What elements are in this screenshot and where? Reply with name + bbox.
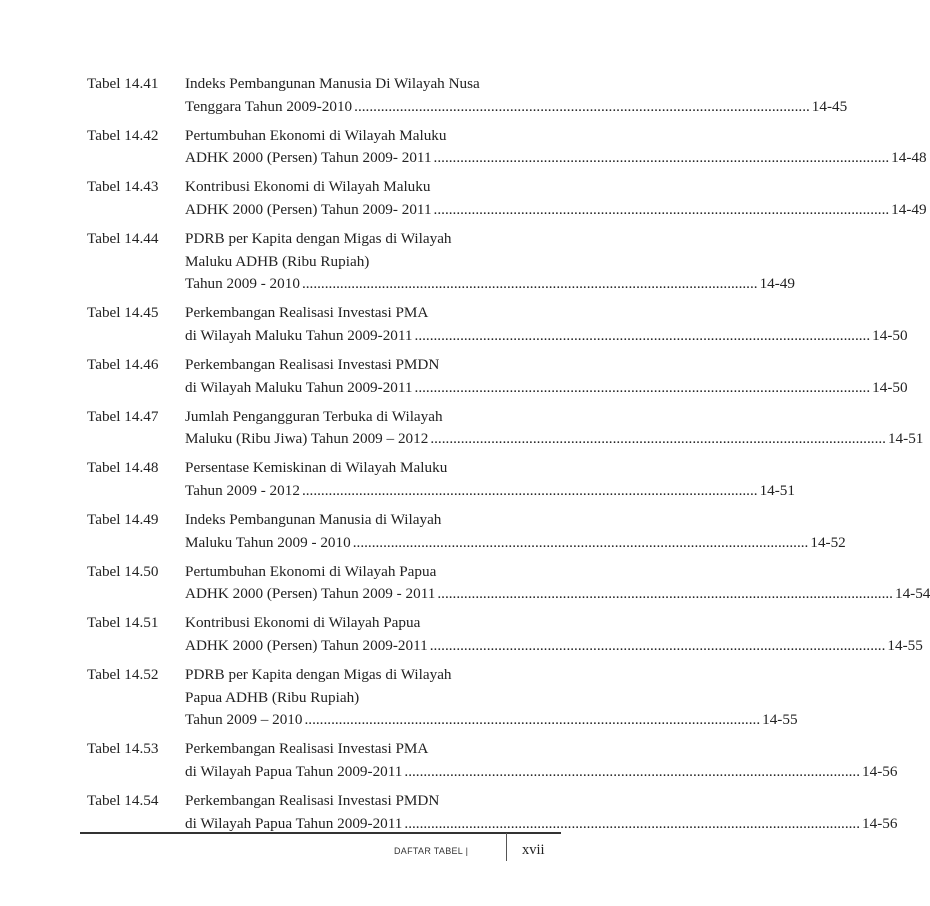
- toc-entry-page-number: 14-51: [887, 430, 924, 448]
- footer-section-label: DAFTAR TABEL |: [394, 846, 469, 856]
- toc-entry-label: Tabel 14.50: [87, 562, 159, 580]
- toc-entry-title: [185, 125, 927, 170]
- toc-entry[interactable]: [87, 457, 795, 502]
- dot-leader: ........................................................................................................................: [414, 378, 871, 396]
- toc-entry-page-number: 14-51: [759, 482, 795, 499]
- toc-entry-last-line: [185, 583, 930, 606]
- toc-entry-title: [185, 509, 846, 554]
- toc-entry-title-line: ADHK 2000 (Persen) Tahun 2009-2011: [185, 637, 428, 655]
- toc-entry-label: Tabel 14.46: [87, 356, 159, 374]
- toc-entry-title-line: PDRB per Kapita dengan Migas di Wilayah: [185, 230, 452, 248]
- toc-entry-page-number: 14-50: [872, 378, 908, 396]
- toc-entry-title: [185, 457, 795, 502]
- toc-entry-title-line: di Wilayah Maluku Tahun 2009-2011: [185, 378, 413, 396]
- dot-leader: ........................................................................................................................: [301, 275, 758, 293]
- toc-entry-page-number: 14-56: [862, 814, 898, 832]
- toc-entry[interactable]: [87, 73, 848, 118]
- toc-entry-title-line: Kontribusi Ekonomi di Wilayah Maluku: [185, 178, 431, 196]
- toc-entry-title-line: Tahun 2009 - 2012: [185, 482, 300, 499]
- dot-leader: ........................................................................................................................: [433, 149, 890, 167]
- toc-entry-title-line: PDRB per Kapita dengan Migas di Wilayah: [185, 666, 452, 684]
- toc-entry-last-line: [185, 377, 908, 400]
- dot-leader: ........................................................................................................................: [429, 637, 886, 655]
- toc-entry-title-line: Kontribusi Ekonomi di Wilayah Papua: [185, 614, 421, 632]
- toc-entry-last-line: [185, 199, 927, 222]
- toc-entry-last-line: [185, 761, 898, 784]
- toc-entry-last-line: [185, 147, 927, 170]
- toc-entry-title-line: di Wilayah Papua Tahun 2009-2011: [185, 763, 403, 781]
- toc-entry-title-line: ADHK 2000 (Persen) Tahun 2009- 2011: [185, 200, 432, 218]
- dot-leader: ........................................................................................................................: [354, 97, 810, 115]
- toc-entry-page-number: 14-50: [872, 326, 908, 344]
- toc-entry-label: Tabel 14.53: [87, 740, 159, 758]
- toc-entry-title: [185, 612, 923, 657]
- toc-entry[interactable]: [87, 228, 795, 296]
- dot-leader: ........................................................................................................................: [301, 482, 758, 499]
- toc-entry-last-line: [185, 96, 848, 119]
- toc-entry-page-number: 14-56: [862, 763, 898, 781]
- footer-separator: [506, 833, 507, 861]
- toc-entry-title-line: Maluku Tahun 2009 - 2010: [185, 533, 351, 551]
- toc-entry-last-line: [185, 273, 795, 296]
- toc-entry-title: [185, 664, 798, 732]
- dot-leader: ........................................................................................................................: [437, 585, 893, 603]
- toc-entry[interactable]: [87, 176, 927, 221]
- toc-entry-title-line: ADHK 2000 (Persen) Tahun 2009 - 2011: [185, 585, 436, 603]
- toc-entry-page-number: 14-48: [891, 149, 927, 167]
- dot-leader: ........................................................................................................................: [430, 430, 886, 448]
- dot-leader: ........................................................................................................................: [304, 711, 761, 729]
- toc-entry-label: Tabel 14.49: [87, 511, 159, 529]
- footer-rule: [80, 832, 561, 834]
- toc-entry-last-line: [185, 532, 846, 555]
- toc-entry-page-number: 14-55: [762, 711, 798, 729]
- toc-entry-last-line: [185, 635, 923, 658]
- toc-entry-title-line: di Wilayah Maluku Tahun 2009-2011: [185, 326, 413, 344]
- toc-entry-page-number: 14-54: [894, 585, 930, 603]
- toc-entry-title: [185, 228, 795, 296]
- toc-entry-page-number: 14-45: [811, 97, 848, 115]
- toc-entry[interactable]: [87, 302, 908, 347]
- toc-entry-title: [185, 176, 927, 221]
- toc-entry-title-line: Pertumbuhan Ekonomi di Wilayah Maluku: [185, 126, 447, 144]
- toc-entry-label: Tabel 14.51: [87, 614, 159, 632]
- toc-entry-title-line: Tahun 2009 - 2010: [185, 275, 300, 293]
- toc-entry-page-number: 14-52: [810, 533, 846, 551]
- toc-entry-title-line: Indeks Pembangunan Manusia di Wilayah: [185, 511, 442, 529]
- toc-entry-label: Tabel 14.42: [87, 126, 159, 144]
- toc-entry-page-number: 14-55: [887, 637, 923, 655]
- dot-leader: ........................................................................................................................: [404, 763, 861, 781]
- dot-leader: ........................................................................................................................: [352, 533, 809, 551]
- toc-entry-title: [185, 73, 848, 118]
- toc-entry-last-line: [185, 709, 798, 732]
- toc-entry-title-line: Tenggara Tahun 2009-2010: [185, 97, 353, 115]
- toc-entry-title-line: di Wilayah Papua Tahun 2009-2011: [185, 814, 403, 832]
- toc-entry-title-line: Persentase Kemiskinan di Wilayah Maluku: [185, 459, 448, 477]
- dot-leader: ........................................................................................................................: [433, 200, 890, 218]
- toc-entry[interactable]: [87, 738, 898, 783]
- toc-entry[interactable]: [87, 664, 798, 732]
- toc-entry-title-line: Tahun 2009 – 2010: [185, 711, 303, 729]
- toc-entry-label: Tabel 14.41: [87, 75, 159, 92]
- toc-entry-title-line: Papua ADHB (Ribu Rupiah): [185, 688, 360, 706]
- toc-entry[interactable]: [87, 406, 924, 451]
- toc-entry-title: [185, 354, 908, 399]
- table-of-contents-list: [87, 73, 930, 842]
- toc-entry-title-line: Maluku ADHB (Ribu Rupiah): [185, 252, 370, 270]
- toc-entry-label: Tabel 14.47: [87, 407, 159, 425]
- toc-entry[interactable]: [87, 561, 930, 606]
- toc-entry[interactable]: [87, 354, 908, 399]
- toc-entry-title-line: Perkembangan Realisasi Investasi PMDN: [185, 792, 440, 810]
- toc-entry-title: [185, 302, 908, 347]
- toc-entry-page-number: 14-49: [891, 200, 927, 218]
- toc-entry-title: [185, 738, 898, 783]
- toc-entry-label: Tabel 14.54: [87, 792, 159, 810]
- toc-entry[interactable]: [87, 612, 923, 657]
- toc-entry-title-line: Perkembangan Realisasi Investasi PMA: [185, 740, 429, 758]
- toc-entry-label: Tabel 14.44: [87, 230, 159, 248]
- toc-entry-title: [185, 406, 924, 451]
- toc-entry-title-line: Perkembangan Realisasi Investasi PMDN: [185, 356, 440, 374]
- toc-entry-title-line: Maluku (Ribu Jiwa) Tahun 2009 – 2012: [185, 430, 429, 448]
- toc-entry-last-line: [185, 325, 908, 348]
- toc-entry-last-line: [185, 428, 924, 451]
- toc-entry-title-line: Jumlah Pengangguran Terbuka di Wilayah: [185, 407, 443, 425]
- toc-entry-title-line: ADHK 2000 (Persen) Tahun 2009- 2011: [185, 149, 432, 167]
- toc-entry-title-line: Indeks Pembangunan Manusia Di Wilayah Nusa: [185, 75, 480, 92]
- dot-leader: ........................................................................................................................: [414, 326, 871, 344]
- toc-entry[interactable]: [87, 125, 927, 170]
- page-number: xvii: [522, 842, 545, 858]
- toc-entry-page-number: 14-49: [759, 275, 795, 293]
- toc-entry-title: [185, 790, 898, 835]
- toc-entry[interactable]: [87, 509, 846, 554]
- toc-entry-title-line: Pertumbuhan Ekonomi di Wilayah Papua: [185, 562, 437, 580]
- dot-leader: ........................................................................................................................: [404, 814, 861, 832]
- toc-entry-label: Tabel 14.43: [87, 178, 159, 196]
- toc-entry-title-line: Perkembangan Realisasi Investasi PMA: [185, 304, 429, 322]
- toc-entry-label: Tabel 14.45: [87, 304, 159, 322]
- toc-entry-label: Tabel 14.52: [87, 666, 159, 684]
- toc-entry-last-line: [185, 480, 795, 503]
- toc-entry-title: [185, 561, 930, 606]
- toc-entry[interactable]: [87, 790, 898, 835]
- toc-entry-label: Tabel 14.48: [87, 459, 159, 477]
